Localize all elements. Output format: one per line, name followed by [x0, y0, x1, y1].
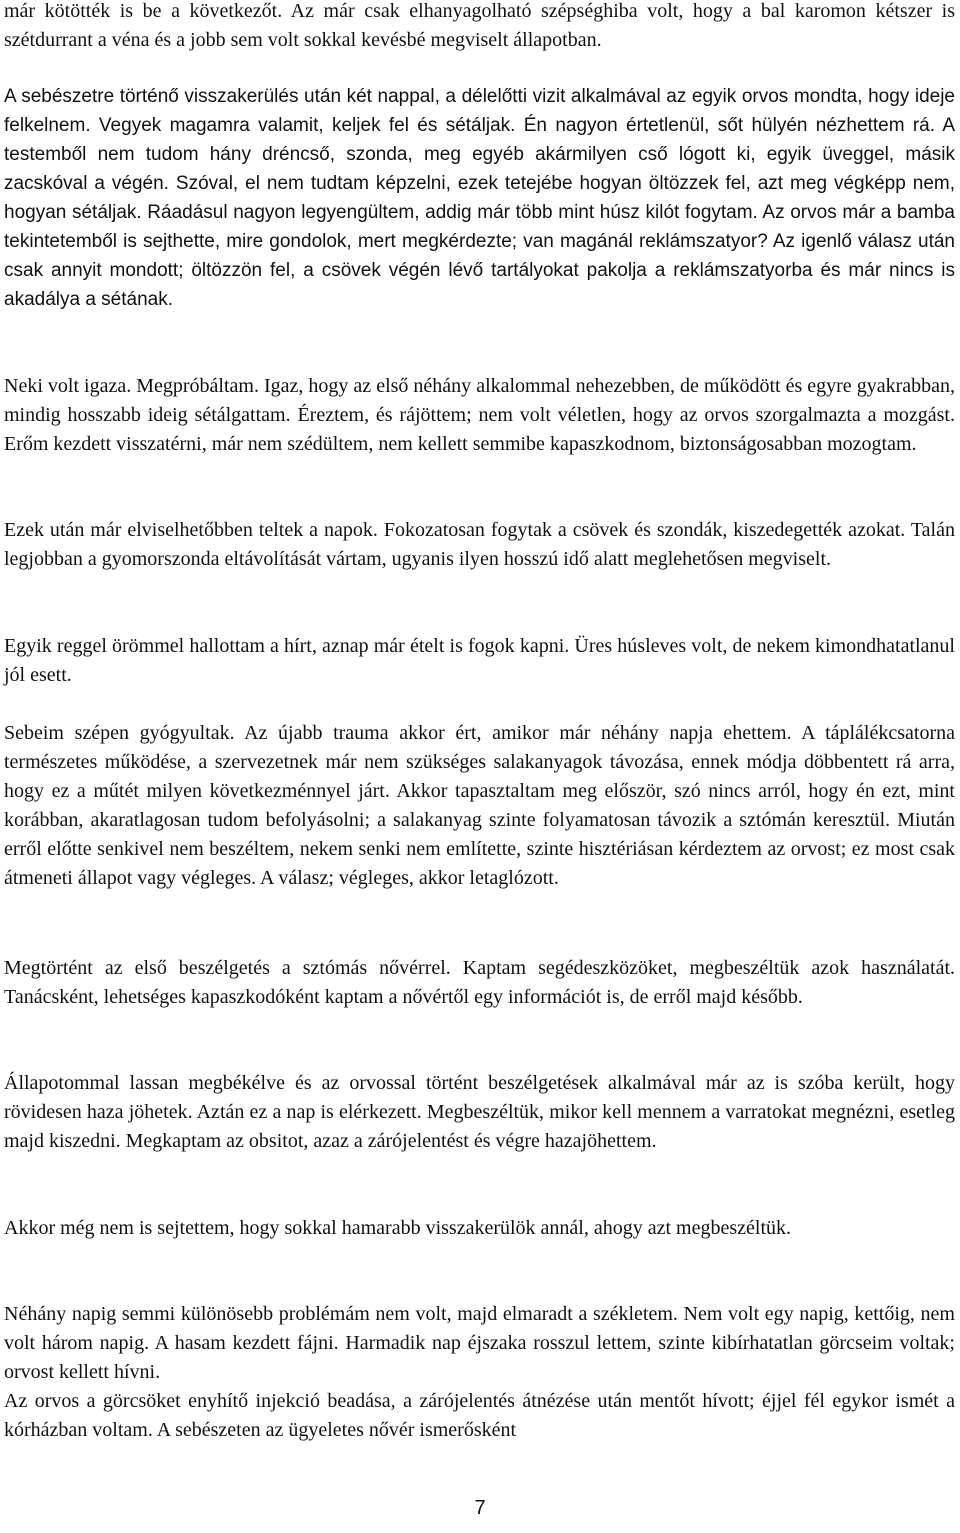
- paragraph-5: Egyik reggel örömmel hallottam a hírt, aznap már ételt is fogok kapni. Üres húsleves volt, de nekem kimondhatatlanul jól esett.: [4, 635, 955, 686]
- paragraph-9: Akkor még nem is sejtettem, hogy sokkal hamarabb visszakerülök annál, ahogy azt megbeszéltük.: [4, 1217, 792, 1239]
- paragraph-3: Neki volt igaza. Megpróbáltam. Igaz, hogy az első néhány alkalommal nehezebben, de működött és egyre gyakrabban, mindig hosszabb ideig sétálgattam. Éreztem, és rájöttem; nem volt véletlen, hogy az orvos szorgalmazta a mozgást. Erőm kezdett visszatérni, már nem szédültem, nem kellett semmibe kapaszkodnom, biztonságosabban mozogtam.: [4, 375, 955, 455]
- paragraph-10: Néhány napig semmi különösebb problémám nem volt, majd elmaradt a székletem. Nem volt egy napig, kettőig, nem volt három napig. A hasam kezdett fájni. Harmadik nap éjszaka rosszul lettem, szinte kibírhatatlan görcseim voltak; orvost kellett hívni.: [4, 1303, 955, 1383]
- paragraph-7: Megtörtént az első beszélgetés a sztómás nővérrel. Kaptam segédeszközöket, megbeszéltük azok használatát. Tanácsként, lehetséges kapaszkodóként kaptam a nővértől egy információt is, de erről majd később.: [4, 957, 955, 1008]
- paragraph-1: már kötötték is be a következőt. Az már csak elhanyagolható szépséghiba volt, hogy a bal karomon kétszer is szétdurrant a véna és a jobb sem volt sokkal kevésbé megviselt állapotban.: [4, 0, 955, 51]
- paragraph-11: Az orvos a görcsöket enyhítő injekció beadása, a zárójelentés átnézése után mentőt hívott; éjjel fél egykor ismét a kórházban voltam. A sebészeten az ügyeletes nővér ismerősként: [4, 1390, 955, 1441]
- paragraph-8: Állapotommal lassan megbékélve és az orvossal történt beszélgetések alkalmával már az is szóba került, hogy rövidesen haza jöhetek. Aztán ez a nap is elérkezett. Megbeszéltük, mikor kell mennem a varratokat megnézni, esetleg majd kiszedni. Megkaptam az obsitot, azaz a zárójelentést és végre hazajöhettem.: [4, 1072, 955, 1152]
- paragraph-2: A sebészetre történő visszakerülés után két nappal, a délelőtti vizit alkalmával az egyik orvos mondta, hogy ideje felkelnem. Vegyek magamra valamit, keljek fel és sétáljak. Én nagyon értetlenül, sőt hülyén nézhettem rá. A testemből nem tudom hány dréncső, szonda, meg egyéb akármilyen cső lógott ki, egyik üveggel, másik zacskóval a végén. Szóval, el nem tudtam képzelni, ezek tetejébe hogyan öltözzek fel, azt meg végképp nem, hogyan sétáljak. Ráadásul nagyon legyengültem, addig már több mint húsz kilót fogytam. Az orvos már a bamba tekintetemből is sejthette, mire gondolok, mert megkérdezte; van magánál reklámszatyor? Az igenlő válasz után csak annyit mondott; öltözzön fel, a csövek végén lévő tartályokat pakolja a reklámszatyorba és már nincs is akadálya a sétának.: [4, 86, 955, 310]
- paragraph-6: Sebeim szépen gyógyultak. Az újabb trauma akkor ért, amikor már néhány napja ehettem. A táplálékcsatorna természetes működése, a szervezetnek már nem szükséges salakanyagok távozása, ennek módja döbbentett rá arra, hogy ez a műtét milyen következménnyel járt. Akkor tapasztaltam meg először, szó nincs arról, hogy én ezt, mint korábban, akaratlagosan tudom befolyásolni; a salakanyag szinte folyamatosan távozik a sztómán keresztül. Miután erről előtte senkivel nem beszéltem, nekem senki nem említette, szinte hisztériásan kérdeztem az orvost; ez most csak átmeneti állapot vagy végleges. A válasz; végleges, akkor letaglózott.: [4, 722, 955, 889]
- page-number: 7: [474, 1497, 486, 1519]
- paragraph-4: Ezek után már elviselhetőbben teltek a napok. Fokozatosan fogytak a csövek és szondák, kiszedegették azokat. Talán legjobban a gyomorszonda eltávolítását vártam, ugyanis ilyen hosszú idő alatt meglehetősen megviselt.: [4, 519, 955, 570]
